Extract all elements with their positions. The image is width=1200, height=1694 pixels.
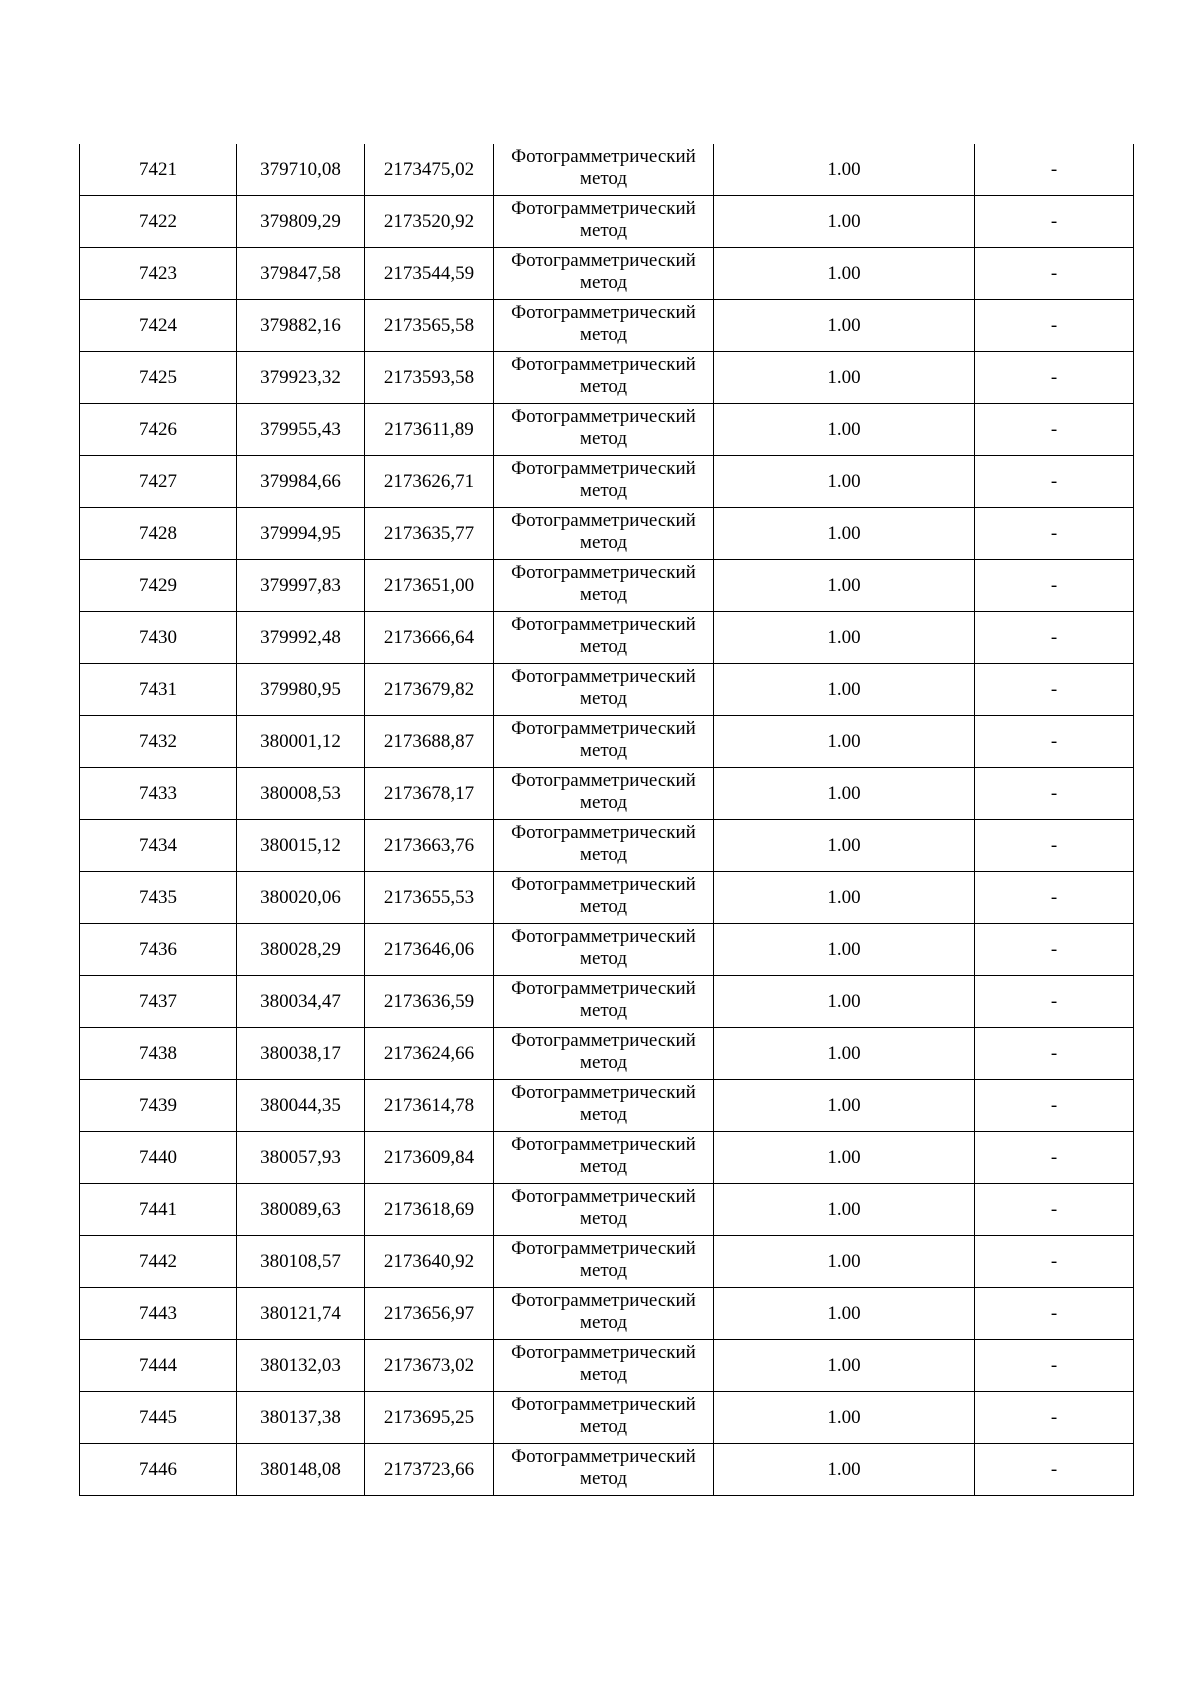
note-cell: -	[975, 196, 1134, 248]
note-cell: -	[975, 456, 1134, 508]
x-coordinate-cell: 379847,58	[237, 248, 365, 300]
x-coordinate-cell: 380121,74	[237, 1288, 365, 1340]
table-row	[80, 1132, 1134, 1184]
y-coordinate-cell: 2173695,25	[365, 1392, 494, 1444]
y-coordinate-cell: 2173636,59	[365, 976, 494, 1028]
note-cell: -	[975, 1340, 1134, 1392]
point-number-cell: 7442	[80, 1236, 237, 1288]
note-cell: -	[975, 872, 1134, 924]
point-number-cell: 7445	[80, 1392, 237, 1444]
method-text: Фотограмметрический метод	[511, 509, 696, 553]
x-coordinate-cell: 379923,32	[237, 352, 365, 404]
table-row	[80, 456, 1134, 508]
x-coordinate-cell: 380137,38	[237, 1392, 365, 1444]
x-coordinate-cell: 380020,06	[237, 872, 365, 924]
accuracy-cell: 1.00	[714, 1392, 975, 1444]
table-row	[80, 976, 1134, 1028]
table-row	[80, 1184, 1134, 1236]
method-cell	[494, 872, 714, 924]
note-cell: -	[975, 820, 1134, 872]
point-number-cell: 7439	[80, 1080, 237, 1132]
x-coordinate-cell: 380038,17	[237, 1028, 365, 1080]
x-coordinate-cell: 380148,08	[237, 1444, 365, 1496]
method-text: Фотограмметрический метод	[511, 145, 696, 189]
x-coordinate-cell: 380015,12	[237, 820, 365, 872]
point-number-cell: 7435	[80, 872, 237, 924]
accuracy-cell: 1.00	[714, 300, 975, 352]
method-cell	[494, 716, 714, 768]
accuracy-cell: 1.00	[714, 1236, 975, 1288]
table-row	[80, 924, 1134, 976]
y-coordinate-cell: 2173663,76	[365, 820, 494, 872]
point-number-cell: 7441	[80, 1184, 237, 1236]
y-coordinate-cell: 2173640,92	[365, 1236, 494, 1288]
point-number-cell: 7427	[80, 456, 237, 508]
method-cell	[494, 508, 714, 560]
x-coordinate-cell: 380044,35	[237, 1080, 365, 1132]
method-cell	[494, 300, 714, 352]
y-coordinate-cell: 2173646,06	[365, 924, 494, 976]
point-number-cell: 7421	[80, 144, 237, 196]
table-row	[80, 248, 1134, 300]
method-text: Фотограмметрический метод	[511, 1341, 696, 1385]
table-row	[80, 1080, 1134, 1132]
note-cell: -	[975, 1444, 1134, 1496]
table-row	[80, 352, 1134, 404]
x-coordinate-cell: 380008,53	[237, 768, 365, 820]
accuracy-cell: 1.00	[714, 1132, 975, 1184]
table-row	[80, 196, 1134, 248]
note-cell: -	[975, 352, 1134, 404]
note-cell: -	[975, 1132, 1134, 1184]
table-row	[80, 1340, 1134, 1392]
point-number-cell: 7431	[80, 664, 237, 716]
coordinates-table-body	[80, 144, 1134, 1496]
method-cell	[494, 196, 714, 248]
y-coordinate-cell: 2173475,02	[365, 144, 494, 196]
note-cell: -	[975, 1080, 1134, 1132]
y-coordinate-cell: 2173565,58	[365, 300, 494, 352]
table-row	[80, 1392, 1134, 1444]
point-number-cell: 7428	[80, 508, 237, 560]
table-row	[80, 820, 1134, 872]
x-coordinate-cell: 379980,95	[237, 664, 365, 716]
x-coordinate-cell: 380089,63	[237, 1184, 365, 1236]
x-coordinate-cell: 380108,57	[237, 1236, 365, 1288]
table-row	[80, 612, 1134, 664]
x-coordinate-cell: 379997,83	[237, 560, 365, 612]
note-cell: -	[975, 664, 1134, 716]
x-coordinate-cell: 380028,29	[237, 924, 365, 976]
method-cell	[494, 1080, 714, 1132]
accuracy-cell: 1.00	[714, 664, 975, 716]
point-number-cell: 7436	[80, 924, 237, 976]
method-text: Фотограмметрический метод	[511, 1237, 696, 1281]
method-text: Фотограмметрический метод	[511, 1393, 696, 1437]
method-text: Фотограмметрический метод	[511, 1029, 696, 1073]
method-text: Фотограмметрический метод	[511, 769, 696, 813]
y-coordinate-cell: 2173609,84	[365, 1132, 494, 1184]
y-coordinate-cell: 2173635,77	[365, 508, 494, 560]
note-cell: -	[975, 300, 1134, 352]
table-row	[80, 664, 1134, 716]
method-text: Фотограмметрический метод	[511, 1081, 696, 1125]
method-cell	[494, 664, 714, 716]
x-coordinate-cell: 379809,29	[237, 196, 365, 248]
x-coordinate-cell: 379984,66	[237, 456, 365, 508]
point-number-cell: 7437	[80, 976, 237, 1028]
note-cell: -	[975, 1184, 1134, 1236]
table-row	[80, 872, 1134, 924]
point-number-cell: 7444	[80, 1340, 237, 1392]
y-coordinate-cell: 2173656,97	[365, 1288, 494, 1340]
table-row	[80, 1028, 1134, 1080]
note-cell: -	[975, 1236, 1134, 1288]
method-text: Фотограмметрический метод	[511, 925, 696, 969]
method-cell	[494, 924, 714, 976]
point-number-cell: 7425	[80, 352, 237, 404]
method-text: Фотограмметрический метод	[511, 613, 696, 657]
accuracy-cell: 1.00	[714, 352, 975, 404]
note-cell: -	[975, 404, 1134, 456]
y-coordinate-cell: 2173688,87	[365, 716, 494, 768]
note-cell: -	[975, 768, 1134, 820]
y-coordinate-cell: 2173611,89	[365, 404, 494, 456]
note-cell: -	[975, 1392, 1134, 1444]
accuracy-cell: 1.00	[714, 976, 975, 1028]
method-text: Фотограмметрический метод	[511, 353, 696, 397]
accuracy-cell: 1.00	[714, 456, 975, 508]
point-number-cell: 7432	[80, 716, 237, 768]
method-cell	[494, 1028, 714, 1080]
y-coordinate-cell: 2173593,58	[365, 352, 494, 404]
table-row	[80, 1288, 1134, 1340]
note-cell: -	[975, 560, 1134, 612]
note-cell: -	[975, 508, 1134, 560]
table-row	[80, 508, 1134, 560]
method-cell	[494, 1444, 714, 1496]
method-cell	[494, 404, 714, 456]
accuracy-cell: 1.00	[714, 248, 975, 300]
method-text: Фотограмметрический метод	[511, 717, 696, 761]
accuracy-cell: 1.00	[714, 508, 975, 560]
y-coordinate-cell: 2173723,66	[365, 1444, 494, 1496]
method-text: Фотограмметрический метод	[511, 821, 696, 865]
method-cell	[494, 612, 714, 664]
point-number-cell: 7422	[80, 196, 237, 248]
accuracy-cell: 1.00	[714, 1028, 975, 1080]
y-coordinate-cell: 2173544,59	[365, 248, 494, 300]
point-number-cell: 7433	[80, 768, 237, 820]
method-text: Фотограмметрический метод	[511, 405, 696, 449]
coordinates-table	[79, 144, 1134, 1496]
accuracy-cell: 1.00	[714, 1080, 975, 1132]
point-number-cell: 7443	[80, 1288, 237, 1340]
point-number-cell: 7438	[80, 1028, 237, 1080]
x-coordinate-cell: 379955,43	[237, 404, 365, 456]
point-number-cell: 7446	[80, 1444, 237, 1496]
method-cell	[494, 976, 714, 1028]
accuracy-cell: 1.00	[714, 872, 975, 924]
table-row	[80, 560, 1134, 612]
accuracy-cell: 1.00	[714, 820, 975, 872]
method-text: Фотограмметрический метод	[511, 457, 696, 501]
x-coordinate-cell: 380057,93	[237, 1132, 365, 1184]
y-coordinate-cell: 2173651,00	[365, 560, 494, 612]
x-coordinate-cell: 380034,47	[237, 976, 365, 1028]
method-cell	[494, 1392, 714, 1444]
x-coordinate-cell: 379882,16	[237, 300, 365, 352]
accuracy-cell: 1.00	[714, 924, 975, 976]
y-coordinate-cell: 2173520,92	[365, 196, 494, 248]
table-row	[80, 768, 1134, 820]
y-coordinate-cell: 2173626,71	[365, 456, 494, 508]
method-text: Фотограмметрический метод	[511, 197, 696, 241]
accuracy-cell: 1.00	[714, 404, 975, 456]
note-cell: -	[975, 976, 1134, 1028]
note-cell: -	[975, 612, 1134, 664]
method-text: Фотограмметрический метод	[511, 1445, 696, 1489]
x-coordinate-cell: 380001,12	[237, 716, 365, 768]
y-coordinate-cell: 2173673,02	[365, 1340, 494, 1392]
y-coordinate-cell: 2173666,64	[365, 612, 494, 664]
accuracy-cell: 1.00	[714, 1184, 975, 1236]
method-cell	[494, 456, 714, 508]
point-number-cell: 7423	[80, 248, 237, 300]
table-row	[80, 144, 1134, 196]
method-text: Фотограмметрический метод	[511, 977, 696, 1021]
method-text: Фотограмметрический метод	[511, 1185, 696, 1229]
table-row	[80, 1236, 1134, 1288]
y-coordinate-cell: 2173624,66	[365, 1028, 494, 1080]
point-number-cell: 7429	[80, 560, 237, 612]
note-cell: -	[975, 924, 1134, 976]
point-number-cell: 7434	[80, 820, 237, 872]
method-cell	[494, 1340, 714, 1392]
note-cell: -	[975, 248, 1134, 300]
method-cell	[494, 1236, 714, 1288]
accuracy-cell: 1.00	[714, 144, 975, 196]
note-cell: -	[975, 1288, 1134, 1340]
y-coordinate-cell: 2173678,17	[365, 768, 494, 820]
note-cell: -	[975, 144, 1134, 196]
accuracy-cell: 1.00	[714, 196, 975, 248]
accuracy-cell: 1.00	[714, 612, 975, 664]
point-number-cell: 7424	[80, 300, 237, 352]
y-coordinate-cell: 2173679,82	[365, 664, 494, 716]
table-row	[80, 716, 1134, 768]
method-cell	[494, 352, 714, 404]
method-cell	[494, 1288, 714, 1340]
method-text: Фотограмметрический метод	[511, 1133, 696, 1177]
x-coordinate-cell: 380132,03	[237, 1340, 365, 1392]
method-cell	[494, 560, 714, 612]
y-coordinate-cell: 2173614,78	[365, 1080, 494, 1132]
method-cell	[494, 768, 714, 820]
y-coordinate-cell: 2173618,69	[365, 1184, 494, 1236]
accuracy-cell: 1.00	[714, 560, 975, 612]
point-number-cell: 7426	[80, 404, 237, 456]
accuracy-cell: 1.00	[714, 1288, 975, 1340]
method-cell	[494, 1184, 714, 1236]
x-coordinate-cell: 379992,48	[237, 612, 365, 664]
accuracy-cell: 1.00	[714, 1340, 975, 1392]
note-cell: -	[975, 1028, 1134, 1080]
point-number-cell: 7440	[80, 1132, 237, 1184]
method-text: Фотограмметрический метод	[511, 301, 696, 345]
table-row	[80, 1444, 1134, 1496]
table-row	[80, 404, 1134, 456]
method-cell	[494, 144, 714, 196]
point-number-cell: 7430	[80, 612, 237, 664]
method-cell	[494, 1132, 714, 1184]
method-cell	[494, 820, 714, 872]
x-coordinate-cell: 379710,08	[237, 144, 365, 196]
accuracy-cell: 1.00	[714, 716, 975, 768]
table-row	[80, 300, 1134, 352]
method-text: Фотограмметрический метод	[511, 249, 696, 293]
accuracy-cell: 1.00	[714, 768, 975, 820]
method-cell	[494, 248, 714, 300]
x-coordinate-cell: 379994,95	[237, 508, 365, 560]
note-cell: -	[975, 716, 1134, 768]
accuracy-cell: 1.00	[714, 1444, 975, 1496]
method-text: Фотограмметрический метод	[511, 561, 696, 605]
method-text: Фотограмметрический метод	[511, 665, 696, 709]
method-text: Фотограмметрический метод	[511, 873, 696, 917]
y-coordinate-cell: 2173655,53	[365, 872, 494, 924]
method-text: Фотограмметрический метод	[511, 1289, 696, 1333]
